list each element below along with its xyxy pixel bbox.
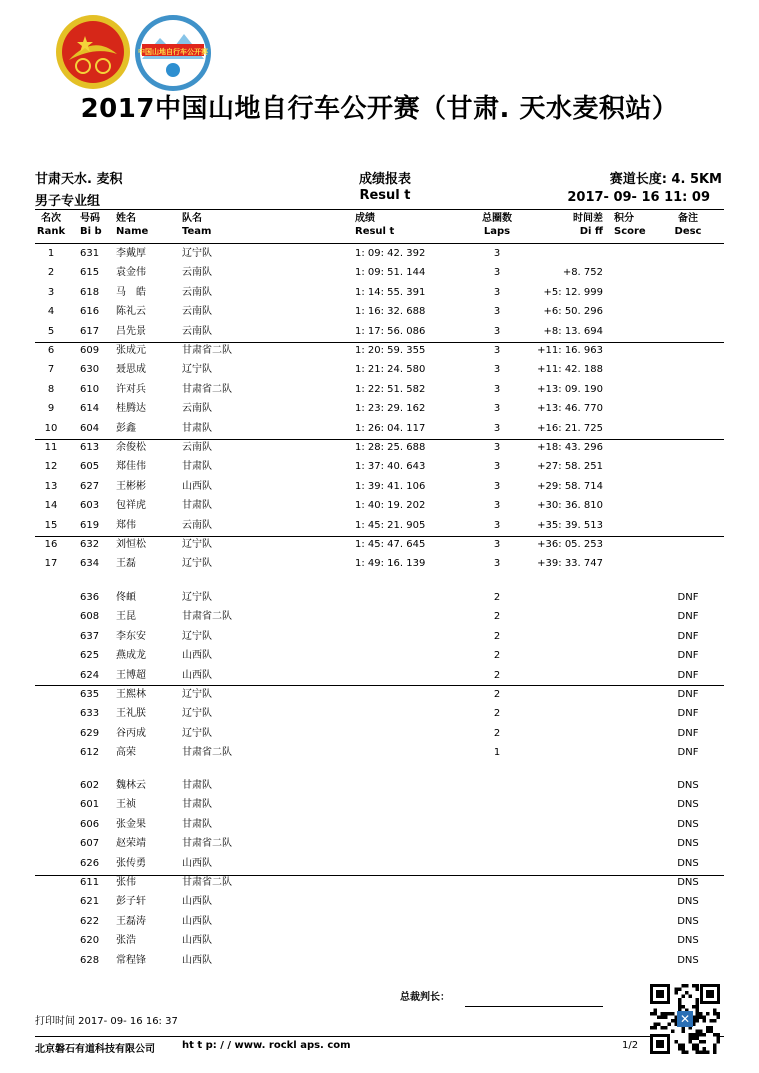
cell-diff: +5: 12. 999 xyxy=(543,286,603,298)
cell-team: 甘肃省二队 xyxy=(182,877,232,888)
cell-name: 王博超 xyxy=(116,669,146,681)
cell-rank: 13 xyxy=(44,480,58,492)
column-header-en: Desc xyxy=(674,226,702,237)
cell-team: 甘肃队 xyxy=(182,780,212,791)
cell-name: 余俊松 xyxy=(116,442,146,453)
cell-name: 王熙林 xyxy=(116,689,146,700)
cell-bib: 628 xyxy=(80,954,100,966)
cell-laps: 3 xyxy=(493,442,501,453)
cell-team: 甘肃队 xyxy=(182,500,212,512)
cell-bib: 615 xyxy=(80,267,100,279)
cell-laps: 1 xyxy=(493,747,501,759)
cell-diff: +30: 36. 810 xyxy=(537,500,603,512)
cell-team: 辽宁队 xyxy=(182,727,212,739)
column-header-en: Resul t xyxy=(355,226,395,237)
cycling-association-logo xyxy=(55,14,131,90)
cell-name: 吕先景 xyxy=(116,325,146,337)
cell-team: 甘肃队 xyxy=(182,799,212,811)
cell-desc: DNS xyxy=(677,896,699,908)
table-row xyxy=(0,746,759,762)
cell-name: 张浩 xyxy=(116,935,136,947)
table-row xyxy=(0,688,759,704)
cell-laps: 2 xyxy=(493,708,501,720)
column-header-diff xyxy=(520,212,603,238)
referee-label: 总裁判长： xyxy=(400,992,450,1003)
table-row xyxy=(0,727,759,743)
cell-laps: 2 xyxy=(493,669,501,681)
cell-laps: 2 xyxy=(493,689,501,700)
cell-diff: +8. 752 xyxy=(562,267,603,279)
cell-name: 王彬彬 xyxy=(116,480,146,492)
cell-rank: 7 xyxy=(47,364,55,376)
cell-result: 1: 20: 59. 355 xyxy=(355,345,426,356)
cell-diff: +29: 58. 714 xyxy=(537,480,603,492)
table-row xyxy=(0,954,759,970)
cell-desc: DNF xyxy=(677,630,699,642)
cell-laps: 3 xyxy=(493,403,501,415)
cell-team: 甘肃队 xyxy=(182,818,212,830)
cell-result: 1: 16: 32. 688 xyxy=(355,306,426,318)
table-row xyxy=(0,591,759,607)
cell-desc: DNS xyxy=(677,818,699,830)
cell-laps: 2 xyxy=(493,727,501,739)
cell-team: 甘肃省二队 xyxy=(182,838,232,850)
column-header-cn: 总圈数 xyxy=(482,213,512,224)
table-row xyxy=(0,798,759,814)
table-row xyxy=(0,934,759,950)
category-label: 男子专业组 xyxy=(35,194,101,209)
cell-rank: 11 xyxy=(44,442,58,453)
column-header-rank xyxy=(35,212,67,238)
cell-team: 甘肃省二队 xyxy=(182,383,232,395)
print-time: 打印时间 2017- 09- 16 16: 37 xyxy=(35,1016,178,1027)
cell-bib: 604 xyxy=(80,422,100,434)
table-row xyxy=(0,779,759,795)
cell-laps: 3 xyxy=(493,325,501,337)
cell-laps: 2 xyxy=(493,592,501,603)
table-row xyxy=(0,837,759,853)
column-header-desc xyxy=(668,212,708,238)
cell-team: 云南队 xyxy=(182,267,212,279)
cell-laps: 3 xyxy=(493,267,501,279)
cell-diff: +16: 21. 725 xyxy=(537,422,603,434)
cell-laps: 3 xyxy=(493,306,501,318)
cell-desc: DNF xyxy=(677,650,699,662)
cell-laps: 3 xyxy=(493,539,501,550)
cell-rank: 14 xyxy=(44,500,58,512)
cell-name: 郑伟 xyxy=(116,519,136,531)
cell-result: 1: 23: 29. 162 xyxy=(355,403,426,415)
cell-diff: +13: 46. 770 xyxy=(537,403,603,415)
column-header-cn: 号码 xyxy=(80,213,100,224)
cell-laps: 3 xyxy=(493,364,501,376)
cell-result: 1: 09: 42. 392 xyxy=(355,248,426,259)
cell-team: 云南队 xyxy=(182,519,212,531)
header-rule xyxy=(35,209,724,210)
cell-bib: 605 xyxy=(80,461,100,473)
cell-laps: 3 xyxy=(493,383,501,395)
cell-result: 1: 28: 25. 688 xyxy=(355,442,426,453)
table-row xyxy=(0,857,759,873)
table-row xyxy=(0,610,759,626)
signature-line xyxy=(465,1006,603,1007)
cell-result: 1: 17: 56. 086 xyxy=(355,325,426,337)
cell-name: 高荣 xyxy=(116,747,136,759)
distance-label: 赛道长度: 4. 5KM xyxy=(609,172,722,187)
svg-text:✕: ✕ xyxy=(679,1012,691,1026)
cell-name: 刘恒松 xyxy=(116,539,146,550)
cell-bib: 601 xyxy=(80,799,100,811)
cell-bib: 620 xyxy=(80,935,100,947)
cell-laps: 2 xyxy=(493,611,501,623)
cell-bib: 637 xyxy=(80,630,100,642)
cell-bib: 609 xyxy=(80,345,100,356)
cell-name: 马 皓 xyxy=(116,286,146,298)
column-header-cn: 姓名 xyxy=(116,213,136,224)
table-row xyxy=(0,422,759,438)
column-header-en: Score xyxy=(614,226,646,237)
cell-bib: 634 xyxy=(80,558,100,570)
table-row xyxy=(0,630,759,646)
cell-diff: +39: 33. 747 xyxy=(537,558,603,570)
cell-bib: 617 xyxy=(80,325,100,337)
cell-name: 张金果 xyxy=(116,818,146,830)
cell-rank: 16 xyxy=(44,539,58,550)
cell-team: 辽宁队 xyxy=(182,248,212,259)
column-header-bib xyxy=(80,212,104,238)
cell-name: 佟頔 xyxy=(116,592,136,603)
cell-desc: DNF xyxy=(677,669,699,681)
cell-bib: 626 xyxy=(80,857,100,869)
cell-bib: 630 xyxy=(80,364,100,376)
cell-laps: 3 xyxy=(493,500,501,512)
table-row xyxy=(0,499,759,515)
cell-name: 张伟 xyxy=(116,877,136,888)
cell-diff: +36: 05. 253 xyxy=(537,539,603,550)
cell-name: 常程锋 xyxy=(116,954,146,966)
column-header-cn: 时间差 xyxy=(573,213,603,224)
cell-name: 王昆 xyxy=(116,611,136,623)
cell-team: 山西队 xyxy=(182,650,212,662)
cell-bib: 621 xyxy=(80,896,100,908)
group-separator xyxy=(35,685,724,686)
cell-result: 1: 21: 24. 580 xyxy=(355,364,426,376)
cell-diff: +11: 16. 963 xyxy=(537,345,603,356)
cell-bib: 603 xyxy=(80,500,100,512)
cell-result: 1: 37: 40. 643 xyxy=(355,461,426,473)
table-row xyxy=(0,480,759,496)
cell-team: 云南队 xyxy=(182,325,212,337)
cell-bib: 607 xyxy=(80,838,100,850)
cell-team: 云南队 xyxy=(182,286,212,298)
column-header-result xyxy=(355,212,455,238)
cell-desc: DNS xyxy=(677,935,699,947)
result-cn-label: 成绩报表 xyxy=(358,172,411,187)
column-header-cn: 积分 xyxy=(614,213,634,224)
cell-rank: 17 xyxy=(44,558,58,570)
cell-desc: DNS xyxy=(677,780,699,791)
table-row xyxy=(0,818,759,834)
cell-bib: 622 xyxy=(80,915,100,927)
column-header-cn: 队名 xyxy=(182,213,202,224)
cell-name: 彭鑫 xyxy=(116,422,136,434)
cell-name: 王礼朕 xyxy=(116,708,146,720)
cell-bib: 602 xyxy=(80,780,100,791)
cell-bib: 625 xyxy=(80,650,100,662)
cell-diff: +13: 09. 190 xyxy=(537,383,603,395)
cell-rank: 2 xyxy=(47,267,55,279)
cell-desc: DNS xyxy=(677,838,699,850)
table-row xyxy=(0,460,759,476)
cell-name: 赵荣靖 xyxy=(116,838,146,850)
cell-name: 郑佳伟 xyxy=(116,461,146,473)
table-row xyxy=(0,519,759,535)
column-header-cn: 备注 xyxy=(678,213,698,224)
cell-team: 辽宁队 xyxy=(182,689,212,700)
cell-desc: DNF xyxy=(677,592,699,603)
page-title: 2017中国山地自行车公开赛（甘肃. 天水麦积站） xyxy=(80,94,679,124)
cell-bib: 629 xyxy=(80,727,100,739)
cell-name: 彭子轩 xyxy=(116,896,146,908)
cell-name: 王祯 xyxy=(116,799,136,811)
cell-desc: DNF xyxy=(677,747,699,759)
cell-desc: DNF xyxy=(677,708,699,720)
cell-bib: 608 xyxy=(80,611,100,623)
cell-laps: 3 xyxy=(493,286,501,298)
cell-name: 聂思成 xyxy=(116,364,146,376)
cell-result: 1: 22: 51. 582 xyxy=(355,383,426,395)
cell-diff: +35: 39. 513 xyxy=(537,519,603,531)
column-header-en: Laps xyxy=(483,226,511,237)
table-row xyxy=(0,441,759,457)
cell-team: 山西队 xyxy=(182,954,212,966)
cell-name: 袁金伟 xyxy=(116,267,146,279)
cell-desc: DNS xyxy=(677,799,699,811)
cell-result: 1: 45: 21. 905 xyxy=(355,519,426,531)
group-separator xyxy=(35,536,724,537)
company-name: 北京磐石有道科技有限公司 xyxy=(35,1044,155,1055)
column-header-rule xyxy=(35,243,724,244)
cell-name: 燕成龙 xyxy=(116,650,146,662)
cell-team: 山西队 xyxy=(182,669,212,681)
table-row xyxy=(0,363,759,379)
cell-laps: 3 xyxy=(493,519,501,531)
table-row xyxy=(0,876,759,892)
datetime-label: 2017- 09- 16 11: 09 xyxy=(567,190,710,205)
cell-laps: 2 xyxy=(493,630,501,642)
cell-team: 辽宁队 xyxy=(182,364,212,376)
cell-diff: +27: 58. 251 xyxy=(537,461,603,473)
column-header-en: Di ff xyxy=(579,226,603,237)
table-row xyxy=(0,649,759,665)
column-header-en: Team xyxy=(182,226,212,237)
cell-laps: 3 xyxy=(493,480,501,492)
column-header-cn: 名次 xyxy=(41,213,61,224)
cell-team: 甘肃省二队 xyxy=(182,611,232,623)
cell-result: 1: 40: 19. 202 xyxy=(355,500,426,512)
result-en-label: Resul t xyxy=(359,188,411,203)
cell-name: 谷丙成 xyxy=(116,727,146,739)
cell-bib: 636 xyxy=(80,592,100,603)
cell-name: 张传勇 xyxy=(116,857,146,869)
cell-team: 云南队 xyxy=(182,403,212,415)
cell-bib: 614 xyxy=(80,403,100,415)
table-row xyxy=(0,247,759,263)
cell-laps: 3 xyxy=(493,248,501,259)
cell-desc: DNS xyxy=(677,954,699,966)
cell-team: 辽宁队 xyxy=(182,708,212,720)
table-row xyxy=(0,305,759,321)
table-row xyxy=(0,402,759,418)
cell-name: 包祥虎 xyxy=(116,500,146,512)
cell-rank: 10 xyxy=(44,422,58,434)
group-separator xyxy=(35,439,724,440)
cell-name: 李戴厚 xyxy=(116,248,146,259)
group-separator xyxy=(35,342,724,343)
cell-bib: 606 xyxy=(80,818,100,830)
cell-laps: 2 xyxy=(493,650,501,662)
mtb-open-logo-text: 中国山地自行车公开赛 xyxy=(138,48,208,56)
cell-bib: 618 xyxy=(80,286,100,298)
cell-diff: +8: 13. 694 xyxy=(543,325,603,337)
cell-team: 山西队 xyxy=(182,896,212,908)
cell-team: 辽宁队 xyxy=(182,630,212,642)
website-link[interactable]: ht t p: / / www. rockl aps. com xyxy=(182,1040,351,1051)
cell-desc: DNS xyxy=(677,857,699,869)
column-header-name xyxy=(116,212,176,238)
cell-team: 辽宁队 xyxy=(182,558,212,570)
cell-bib: 633 xyxy=(80,708,100,720)
cell-rank: 9 xyxy=(47,403,55,415)
cell-team: 甘肃省二队 xyxy=(182,345,232,356)
cell-name: 桂腾达 xyxy=(116,403,146,415)
cell-rank: 1 xyxy=(47,248,55,259)
table-row xyxy=(0,707,759,723)
cell-laps: 3 xyxy=(493,345,501,356)
table-row xyxy=(0,383,759,399)
venue-label: 甘肃天水. 麦积 xyxy=(35,172,123,187)
cell-rank: 6 xyxy=(47,345,55,356)
cell-bib: 613 xyxy=(80,442,100,453)
cell-desc: DNS xyxy=(677,915,699,927)
column-header-en: Bi b xyxy=(80,226,102,237)
cell-result: 1: 39: 41. 106 xyxy=(355,480,426,492)
cell-diff: +18: 43. 296 xyxy=(537,442,603,453)
cell-name: 张成元 xyxy=(116,345,146,356)
mtb-open-logo xyxy=(134,14,212,92)
column-header-cn: 成绩 xyxy=(355,213,375,224)
cell-team: 甘肃队 xyxy=(182,461,212,473)
cell-team: 辽宁队 xyxy=(182,539,212,550)
table-row xyxy=(0,266,759,282)
cell-result: 1: 09: 51. 144 xyxy=(355,267,426,279)
column-header-team xyxy=(182,212,262,238)
cell-bib: 610 xyxy=(80,383,100,395)
cell-name: 李东安 xyxy=(116,630,146,642)
cell-diff: +6: 50. 296 xyxy=(543,306,603,318)
cell-desc: DNF xyxy=(677,727,699,739)
cell-name: 王磊涛 xyxy=(116,915,146,927)
cell-team: 山西队 xyxy=(182,480,212,492)
cell-result: 1: 45: 47. 645 xyxy=(355,539,426,550)
cell-laps: 3 xyxy=(493,558,501,570)
column-header-en: Name xyxy=(116,226,149,237)
page-number: 1/2 xyxy=(622,1040,639,1051)
cell-rank: 4 xyxy=(47,306,55,318)
cell-name: 许对兵 xyxy=(116,383,146,395)
cell-bib: 612 xyxy=(80,747,100,759)
cell-team: 甘肃队 xyxy=(182,422,212,434)
cell-desc: DNS xyxy=(677,877,699,888)
table-row xyxy=(0,286,759,302)
cell-team: 辽宁队 xyxy=(182,592,212,603)
cell-rank: 5 xyxy=(47,325,55,337)
cell-team: 山西队 xyxy=(182,935,212,947)
cell-bib: 624 xyxy=(80,669,100,681)
table-row xyxy=(0,669,759,685)
cell-laps: 3 xyxy=(493,422,501,434)
cell-result: 1: 14: 55. 391 xyxy=(355,286,426,298)
column-header-laps xyxy=(478,212,516,238)
cell-bib: 616 xyxy=(80,306,100,318)
cell-bib: 627 xyxy=(80,480,100,492)
cell-team: 山西队 xyxy=(182,857,212,869)
footer-rule xyxy=(35,1036,724,1037)
cell-result: 1: 26: 04. 117 xyxy=(355,422,426,434)
cell-desc: DNF xyxy=(677,689,699,700)
table-row xyxy=(0,325,759,341)
cell-rank: 3 xyxy=(47,286,55,298)
cell-team: 山西队 xyxy=(182,915,212,927)
cell-rank: 12 xyxy=(44,461,58,473)
cell-team: 云南队 xyxy=(182,442,212,453)
cell-laps: 3 xyxy=(493,461,501,473)
cell-bib: 619 xyxy=(80,519,100,531)
cell-rank: 8 xyxy=(47,383,55,395)
cell-desc: DNF xyxy=(677,611,699,623)
column-header-score xyxy=(614,212,654,238)
cell-name: 魏林云 xyxy=(116,780,146,791)
cell-result: 1: 49: 16. 139 xyxy=(355,558,426,570)
cell-bib: 635 xyxy=(80,689,100,700)
table-row xyxy=(0,915,759,931)
table-row xyxy=(0,538,759,554)
cell-diff: +11: 42. 188 xyxy=(537,364,603,376)
cell-name: 王磊 xyxy=(116,558,136,570)
cell-bib: 611 xyxy=(80,877,100,888)
column-header-en: Rank xyxy=(36,226,66,237)
cell-team: 云南队 xyxy=(182,306,212,318)
table-row xyxy=(0,344,759,360)
cell-team: 甘肃省二队 xyxy=(182,747,232,759)
qr-code-icon xyxy=(650,984,720,1054)
cell-name: 陈礼云 xyxy=(116,306,146,318)
cell-rank: 15 xyxy=(44,519,58,531)
table-row xyxy=(0,895,759,911)
cell-bib: 631 xyxy=(80,248,100,259)
table-row xyxy=(0,557,759,573)
cell-bib: 632 xyxy=(80,539,100,550)
